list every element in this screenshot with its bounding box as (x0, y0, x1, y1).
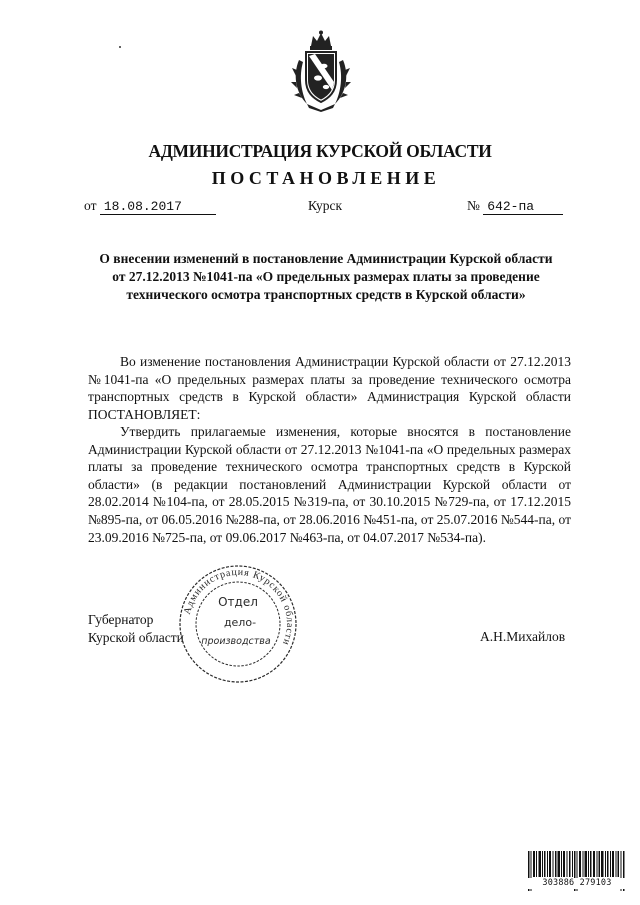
stamp-inner-line-2: дело- (223, 616, 257, 629)
document-subject: О внесении изменений в постановление Администрации Курской области от 27.12.2013 №1041-па «О предельных размерах платы за проведение технического осмотра транспортных средств в Курской области» (99, 251, 553, 302)
body-paragraph-1: Во изменение постановления Администрации Курской области от 27.12.2013 №1041-па «О предельных размерах платы за проведение технического осмотра транспортных средств в Курской области» Администрация Курской области ПОСТАНОВЛЯЕТ: (88, 354, 571, 422)
organization-title: АДМИНИСТРАЦИЯ КУРСКОЙ ОБЛАСТИ (148, 141, 492, 161)
document-city: Курск (308, 198, 343, 213)
document-date (84, 198, 216, 215)
body-paragraph-2: Утвердить прилагаемые изменения, которые вносятся в постановление Администрации Курской области от 27.12.2013 №1041-па «О предельных размерах платы за проведение технического осмотра транспортных средств в Курской области» (в редакции постановлений Администрации Курской области от 28.02.2014 №104-па, от 28.05.2015 №319-па, от 30.10.2015 №729-па, от 17.12.2015 №895-па, от 06.05.2016 №288-па, от 28.06.2016 №451-па, от 25.07.2016 №544-па, от 23.09.2016 №725-па, от 09.06.2017 №463-па, от 04.07.2017 №534-па). (88, 424, 571, 545)
document-number (467, 198, 563, 215)
date-value: 18.08.2017 (100, 200, 216, 215)
document-type-title: ПОСТАНОВЛЕНИЕ (211, 168, 441, 188)
stamp-inner-line-1: Отдел (218, 595, 258, 609)
speck (119, 46, 121, 48)
date-prefix: от (84, 198, 97, 213)
number-value: 642-па (483, 200, 563, 215)
stamp-outer-text: Администрация Курской области (181, 566, 296, 648)
stamp-inner-line-3: производства (201, 636, 271, 647)
signatory-title-line-2: Курской области (88, 629, 184, 645)
signatory-title-line-1: Губернатор (88, 612, 154, 627)
number-prefix: № (467, 198, 480, 213)
coat-of-arms-icon (289, 30, 353, 112)
signatory-name: А.Н.Михайлов (480, 629, 566, 644)
signatory-title (88, 611, 184, 646)
barcode-number: 303886 279103 (525, 878, 629, 889)
official-stamp (176, 562, 300, 686)
